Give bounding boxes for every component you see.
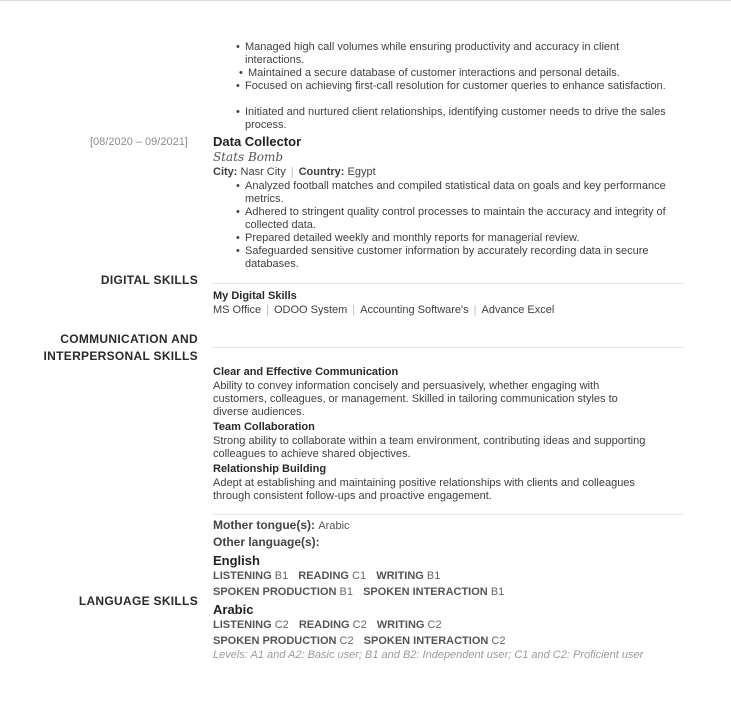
city-label: City: [213,166,238,178]
digital-skill-item: Accounting Software's [360,304,469,316]
language-levels-row: SPOKEN PRODUCTION C2 SPOKEN INTERACTION C2 [213,635,506,647]
communication-heading-line: INTERPERSONAL SKILLS [43,349,198,363]
section-divider [213,283,683,284]
digital-skills-heading: DIGITAL SKILLS [100,273,198,287]
job-title: Data Collector [213,134,302,149]
language-skills-heading: LANGUAGE SKILLS [78,594,198,608]
job-dates: [08/2020 – 09/2021] [90,136,188,148]
language-levels-row: LISTENING B1 READING C1 WRITING B1 [213,570,441,582]
mother-tongue-value: Arabic [318,520,350,532]
job-employer: Stats Bomb [213,150,284,164]
communication-heading [0,331,198,365]
job-bullet: • Analyzed football matches and compiled statistical data on goals and key performance metrics. [236,180,666,205]
other-languages [213,535,320,549]
language-levels-note: Levels: A1 and A2: Basic user; B1 and B2: Independent user; C1 and C2: Proficient user [213,649,644,661]
language-name: Arabic [213,602,254,617]
top-divider [0,0,731,1]
city-value: Nasr City [240,166,286,178]
language-levels-row: SPOKEN PRODUCTION B1 SPOKEN INTERACTION B1 [213,586,505,598]
section-divider [213,347,683,348]
skill-title: Team Collaboration [213,421,315,433]
digital-skill-item: ODOO System [273,304,348,316]
country-value: Egypt [347,166,376,178]
digital-skill-item: Advance Excel [481,304,555,316]
digital-skill-item: MS Office [213,304,262,316]
prev-job-bullet: • Maintained a secure database of customer interactions and personal details. [239,67,620,79]
language-levels-row: LISTENING C2 READING C2 WRITING C2 [213,619,442,631]
skill-description: Ability to convey information concisely and persuasively, whether engaging with customers, colleagues, or management. Skilled in tailoring communication styles to diverse audiences. [213,380,618,418]
skill-title: Clear and Effective Communication [213,366,399,378]
prev-job-bullet: • Initiated and nurtured client relationships, identifying customer needs to drive the sales process. [236,106,666,131]
digital-skills-list: MS Office | ODOO System | Accounting Software's | Advance Excel [213,304,555,316]
job-location: City: Nasr City | Country: Egypt [213,166,376,178]
skill-description: Strong ability to collaborate within a team environment, contributing ideas and supporting colleagues to achieve shared objectives. [213,435,646,460]
skill-title: Relationship Building [213,463,327,475]
digital-skills-subtitle: My Digital Skills [213,290,297,302]
skill-description: Adept at establishing and maintaining positive relationships with clients and colleagues through consistent follow-ups and proactive engagement. [213,477,635,502]
job-bullet: • Prepared detailed weekly and monthly reports for managerial review. [236,232,580,244]
job-bullet: • Adhered to stringent quality control processes to maintain the accuracy and integrity of collected data. [236,206,666,231]
language-name: English [213,553,260,568]
country-label: Country: [298,166,345,178]
section-divider [213,514,683,515]
prev-job-bullet: • Managed high call volumes while ensuring productivity and accuracy in client interactions. [236,41,620,66]
mother-tongue [213,518,350,532]
job-bullet: • Safeguarded sensitive customer information by accurately recording data in secure databases. [236,245,649,270]
communication-heading-line: COMMUNICATION AND [60,332,198,346]
other-languages-label: Other language(s): [213,535,320,549]
mother-tongue-label: Mother tongue(s): [213,518,315,532]
prev-job-bullet: • Focused on achieving first-call resolution for customer queries to enhance satisfaction. [236,80,666,92]
